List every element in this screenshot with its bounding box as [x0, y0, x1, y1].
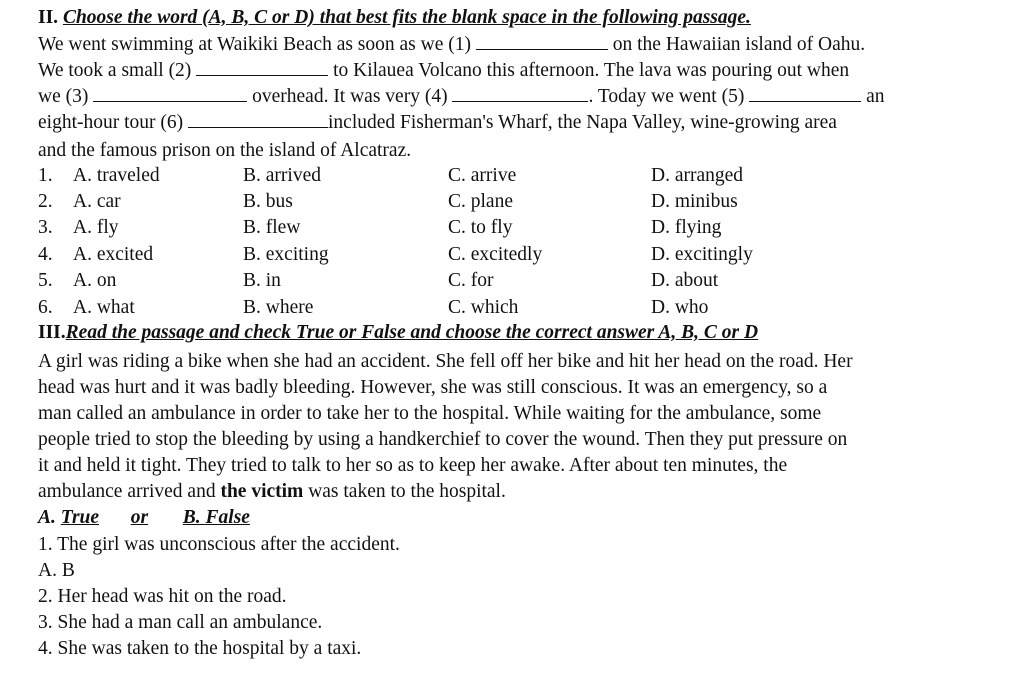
bold-phrase: the victim	[220, 481, 304, 502]
passage-line-5: and the famous prison on the island of Alcatraz.	[38, 140, 412, 161]
blank-6[interactable]	[188, 112, 328, 128]
question-number: 3.	[38, 217, 53, 238]
blank-4[interactable]	[452, 86, 588, 102]
question-number: 1.	[38, 165, 53, 186]
statement-4: 4. She was taken to the hospital by a taxi.	[38, 638, 362, 659]
option-c[interactable]: C. arrive	[448, 165, 517, 186]
blank-2[interactable]	[196, 60, 328, 76]
passage-line-3: we (3) overhead. It was very (4) . Today we went (5) an	[38, 86, 885, 107]
option-b[interactable]: B. exciting	[243, 244, 329, 265]
reading-line: head was hurt and it was badly bleeding. However, she was still conscious. It was an emergency, so a	[38, 377, 828, 398]
option-c[interactable]: C. to fly	[448, 217, 513, 238]
question-number: 4.	[38, 244, 53, 265]
option-d[interactable]: D. who	[651, 297, 709, 318]
option-b[interactable]: B. in	[243, 270, 281, 291]
option-a[interactable]: A. on	[73, 270, 117, 291]
reading-line: it and held it tight. They tried to talk to her so as to keep her awake. After about ten minutes, the	[38, 455, 788, 476]
option-c[interactable]: C. excitedly	[448, 244, 543, 265]
false-label: False	[205, 507, 250, 528]
section2-title: Choose the word (A, B, C or D) that best fits the blank space in the following passage.	[62, 7, 751, 28]
or-label: or	[130, 507, 149, 528]
passage-line-2: We took a small (2) to Kilauea Volcano this afternoon. The lava was pouring out when	[38, 60, 850, 81]
statement-3: 3. She had a man call an ambulance.	[38, 612, 323, 633]
option-d[interactable]: D. arranged	[651, 165, 744, 186]
option-b[interactable]: B. flew	[243, 217, 301, 238]
option-c[interactable]: C. for	[448, 270, 494, 291]
question-number: 6.	[38, 297, 53, 318]
option-a[interactable]: A. car	[73, 191, 121, 212]
reading-line: people tried to stop the bleeding by using a handkerchief to cover the wound. Then they put pressure on	[38, 429, 848, 450]
reading-line-last: ambulance arrived and the victim was taken to the hospital.	[38, 481, 506, 502]
option-c[interactable]: C. which	[448, 297, 519, 318]
option-a[interactable]: A. traveled	[73, 165, 160, 186]
option-d[interactable]: D. minibus	[651, 191, 738, 212]
statement-1: 1. The girl was unconscious after the accident.	[38, 534, 400, 555]
statement-2: 2. Her head was hit on the road.	[38, 586, 287, 607]
passage-line-4: eight-hour tour (6) included Fisherman's Wharf, the Napa Valley, wine-growing area	[38, 112, 837, 133]
true-label: True	[60, 507, 100, 528]
option-a[interactable]: A. fly	[73, 217, 119, 238]
option-d[interactable]: D. excitingly	[651, 244, 753, 265]
true-false-legend: A. True or B. False	[38, 507, 250, 528]
option-a[interactable]: A. what	[73, 297, 135, 318]
option-b[interactable]: B. where	[243, 297, 314, 318]
option-b[interactable]: B. bus	[243, 191, 293, 212]
option-b[interactable]: B. arrived	[243, 165, 321, 186]
reading-line: man called an ambulance in order to take her to the hospital. While waiting for the ambulance, some	[38, 403, 822, 424]
option-a[interactable]: A. excited	[73, 244, 154, 265]
answer-options[interactable]: A. B	[38, 560, 75, 581]
option-c[interactable]: C. plane	[448, 191, 513, 212]
section3-number: III.	[38, 322, 66, 343]
blank-1[interactable]	[476, 34, 608, 50]
blank-5[interactable]	[749, 86, 861, 102]
option-d[interactable]: D. about	[651, 270, 719, 291]
blank-3[interactable]	[93, 86, 247, 102]
option-d[interactable]: D. flying	[651, 217, 722, 238]
passage-line-1: We went swimming at Waikiki Beach as soon as we (1) on the Hawaiian island of Oahu.	[38, 34, 866, 55]
section2-heading	[38, 6, 751, 30]
section3-title: Read the passage and check True or False and choose the correct answer A, B, C or D	[65, 322, 759, 343]
question-number: 5.	[38, 270, 53, 291]
reading-line: A girl was riding a bike when she had an accident. She fell off her bike and hit her head on the road. Her	[38, 351, 853, 372]
section3-heading	[38, 321, 758, 345]
section2-number: II.	[38, 7, 59, 28]
question-number: 2.	[38, 191, 53, 212]
